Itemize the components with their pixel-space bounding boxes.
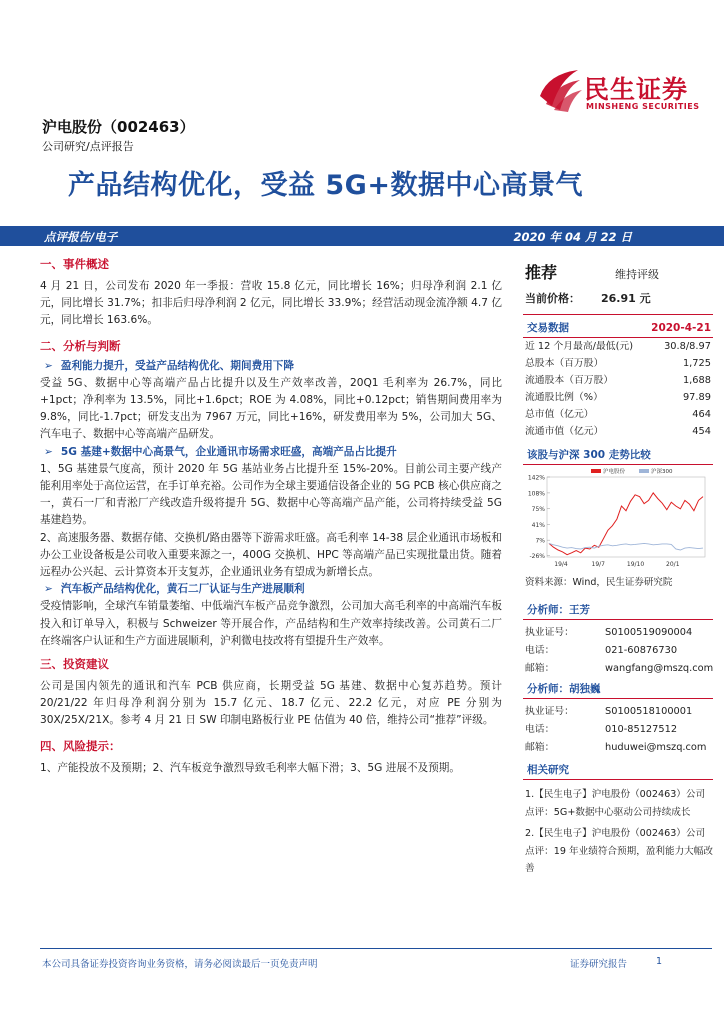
related-research-item[interactable]: 1.【民生电子】沪电股份（002463）公司点评：5G+数据中心驱动公司持续成长 [525,789,706,818]
footer-divider [40,948,712,949]
arrow-icon: ➢ [44,445,53,458]
trading-row [523,423,713,440]
x-tick-label: 19/10 [626,561,645,568]
brand-name: 民生证券 [584,75,689,104]
banner-type: 点评报告/电子 [44,230,118,244]
section-title-analysis: 二、分析与判断 [40,338,121,353]
trading-row [523,406,713,423]
rating-status: 维持评级 [615,268,659,281]
analyst-info-value[interactable]: huduwei@mszq.com [605,742,707,753]
x-tick-label: 20/1 [666,561,680,568]
y-tick-label: 75% [531,505,545,513]
chart-source: 资料来源：Wind，民生证券研究院 [525,577,673,588]
trading-row [523,338,713,355]
analyst-info-value: 010-85127512 [605,724,678,735]
chart-title: 该股与沪深 300 走势比较 [523,446,713,465]
arrow-icon: ➢ [44,583,53,596]
banner-date: 2020 年 04 月 22 日 [513,230,632,244]
trading-key: 流通股本（百万股） [525,375,614,386]
analyst-info-row [523,739,713,757]
analyst-info-key: 执业证号： [525,627,574,638]
stock-name: 沪电股份（002463） [42,118,195,136]
trading-key: 流通市值（亿元） [525,426,604,437]
analyst-info-key: 电话： [525,645,555,656]
y-tick-label: 108% [527,490,545,498]
analyst-header: 分析师：胡独巍 [523,680,713,699]
stock-chart-svg [523,465,713,575]
analyst-info-value[interactable]: wangfang@mszq.com [605,663,714,674]
analysis-subheading-3: ➢ 汽车板产品结构优化，黄石二厂认证与生产进展顺利 [44,583,305,596]
analyst-info-row [523,660,713,678]
footer-disclaimer: 本公司具备证券投资咨询业务资格，请务必阅读最后一页免责声明 [42,959,318,970]
series-line-index [549,543,703,550]
trading-date: 2020-4-21 [651,322,711,334]
trading-value: 464 [692,409,711,420]
trading-row [523,372,713,389]
analysis-subheading-1: ➢ 盈利能力提升，受益产品结构优化、期间费用下降 [44,359,294,372]
legend-swatch [591,469,601,473]
trading-table [523,338,713,440]
price-label: 当前价格： [525,292,580,305]
analyst-info-row [523,703,713,721]
legend-label: 沪深300 [651,469,673,475]
trading-value: 1,688 [682,375,711,386]
analysis-paragraph-1: 受益 5G、数据中心等高端产品占比提升以及生产效率改善，20Q1 毛利率为 26.7%，同比+1pct；净利率为 13.5%，同比+1.6pct；ROE 为 4.08%，同比+0.12pct；销售期间费用率为 9.8%，同比-1.7pct；研发支出为 7967 万元，同比+16%，研发费用率为 5%，公司加大 5G、汽车电子、数据中心等高端产品研发。 [40,376,502,441]
footer-label: 证券研究报告 [570,959,628,970]
trading-data-header: 交易数据 2020-4-21 [523,319,713,338]
y-tick-label: -26% [529,553,545,561]
brand-name-en: MINSHENG SECURITIES [586,102,700,111]
rating-block [523,254,713,315]
report-banner [0,226,724,246]
analysis-subheading-2: ➢ 5G 基建+数据中心高景气，企业通讯市场需求旺盛，高端产品占比提升 [44,445,397,458]
trading-key: 流通股比例（%） [525,392,603,403]
event-paragraph: 4 月 21 日，公司发布 2020 年一季报：营收 15.8 亿元，同比增长 16%；归母净利润 2.1 亿元，同比增长 31.7%；扣非后归母净利润 2 亿元，同比增长 33.9%；经营活动现金流净额 4.7 亿元，同比增长 163.6%。 [40,280,502,327]
analyst-info-value: 021-60876730 [605,645,678,656]
analyst-info-row [523,642,713,660]
analyst-info-value: S0100518100001 [605,706,693,717]
analyst-header: 分析师：王芳 [523,601,713,620]
trading-value: 97.89 [682,392,711,403]
analysis-paragraph-2: 1、5G 基建景气度高，预计 2020 年 5G 基站业务占比提升至 15%-20%。目前公司主要产线产能利用率处于高位运营，在手订单充裕。公司作为全球主要通信设备企业的 5G PCB 核心供应商之一，黄石一厂和青淞厂产线改造升级将提升 5G、数据中心等高端产品产能，公司将持续受益 5G 基建趋势。 [40,462,502,527]
trading-key: 总市值（亿元） [525,409,594,420]
analysts-block [523,601,713,757]
legend-label: 沪电股份 [603,469,626,475]
related-research-item[interactable]: 2.【民生电子】沪电股份（002463）公司点评：19 年业绩符合预期，盈利能力大幅改善 [525,828,713,874]
trading-row [523,389,713,406]
series-line-stock [549,493,703,555]
analyst-info-key: 邮箱： [525,742,555,753]
stock-chart [523,465,713,575]
analyst-info-value: S0100519090004 [605,627,693,638]
rating-label: 推荐 [525,263,558,282]
trading-value: 30.8/8.97 [664,341,711,352]
chart-frame [547,477,705,557]
arrow-icon: ➢ [44,359,53,372]
y-tick-label: 41% [531,521,545,529]
trading-key: 近 12 个月最高/最低(元) [525,341,634,352]
main-content [40,254,502,777]
trading-key: 总股本（百万股） [525,358,604,369]
brand-logo [538,66,698,116]
analyst-info-row [523,624,713,642]
legend-swatch [639,469,649,473]
related-research-header: 相关研究 [523,761,713,780]
page-title: 产品结构优化，受益 5G+数据中心高景气 [68,170,583,201]
trading-value: 1,725 [682,358,711,369]
analysis-paragraph-3: 2、高速服务器、数据存储、交换机/路由器等下游需求旺盛。高毛利率 14-38 层企业通讯市场板和办公工业设备板是公司收入重要来源之一，400G 交换机、HPC 等高端产品已实现批量出货。随着远程办公兴起、云计算资本开支复苏，企业通讯业务有望成为新增长点。 [40,531,502,579]
section-title-event: 一、事件概述 [40,257,109,271]
analysis-paragraph-4: 受疫情影响，全球汽车销量萎缩、中低端汽车板产品竞争激烈，公司加大高毛利率的中高端汽车板投入和订单导入，积极与 Schweizer 等开展合作，产品结构和生产效率持续改善。公司黄石二厂在终端客户认证和生产方面进展顺利，沪利微电技改将有望提升生产效率。 [40,600,502,647]
price-value: 26.91 元 [601,292,651,305]
y-tick-label: 142% [527,474,545,482]
analyst-info-key: 电话： [525,724,555,735]
section-title-investment: 三、投资建议 [40,657,109,672]
minsheng-logo-icon [538,66,582,112]
analyst-info-key: 邮箱： [525,663,555,674]
y-tick-label: 7% [535,537,545,545]
x-tick-label: 19/7 [591,561,606,568]
trading-row [523,355,713,372]
related-research-list [523,786,713,878]
sidebar [523,254,713,878]
section-title-risk: 四、风险提示： [40,738,121,753]
analyst-info-row [523,721,713,739]
x-tick-label: 19/4 [554,561,568,568]
risk-paragraph: 1、产能投放不及预期；2、汽车板竞争激烈导致毛利率大幅下滑；3、5G 进展不及预期。 [40,761,460,774]
trading-value: 454 [692,426,711,437]
analyst-info-key: 执业证号： [525,706,574,717]
investment-paragraph: 公司是国内领先的通讯和汽车 PCB 供应商，长期受益 5G 基建、数据中心复苏趋势。预计 20/21/22 年归母净利润分别为 15.7 亿元、18.7 亿元、22.2 亿元，对应 PE 分别为 30X/25X/21X。参考 4 月 21 日 SW 印制电路板行业 PE 估值为 40 倍，维持公司“推荐”评级。 [40,680,502,727]
report-category: 公司研究/点评报告 [42,140,134,153]
page-number: 1 [656,956,663,967]
